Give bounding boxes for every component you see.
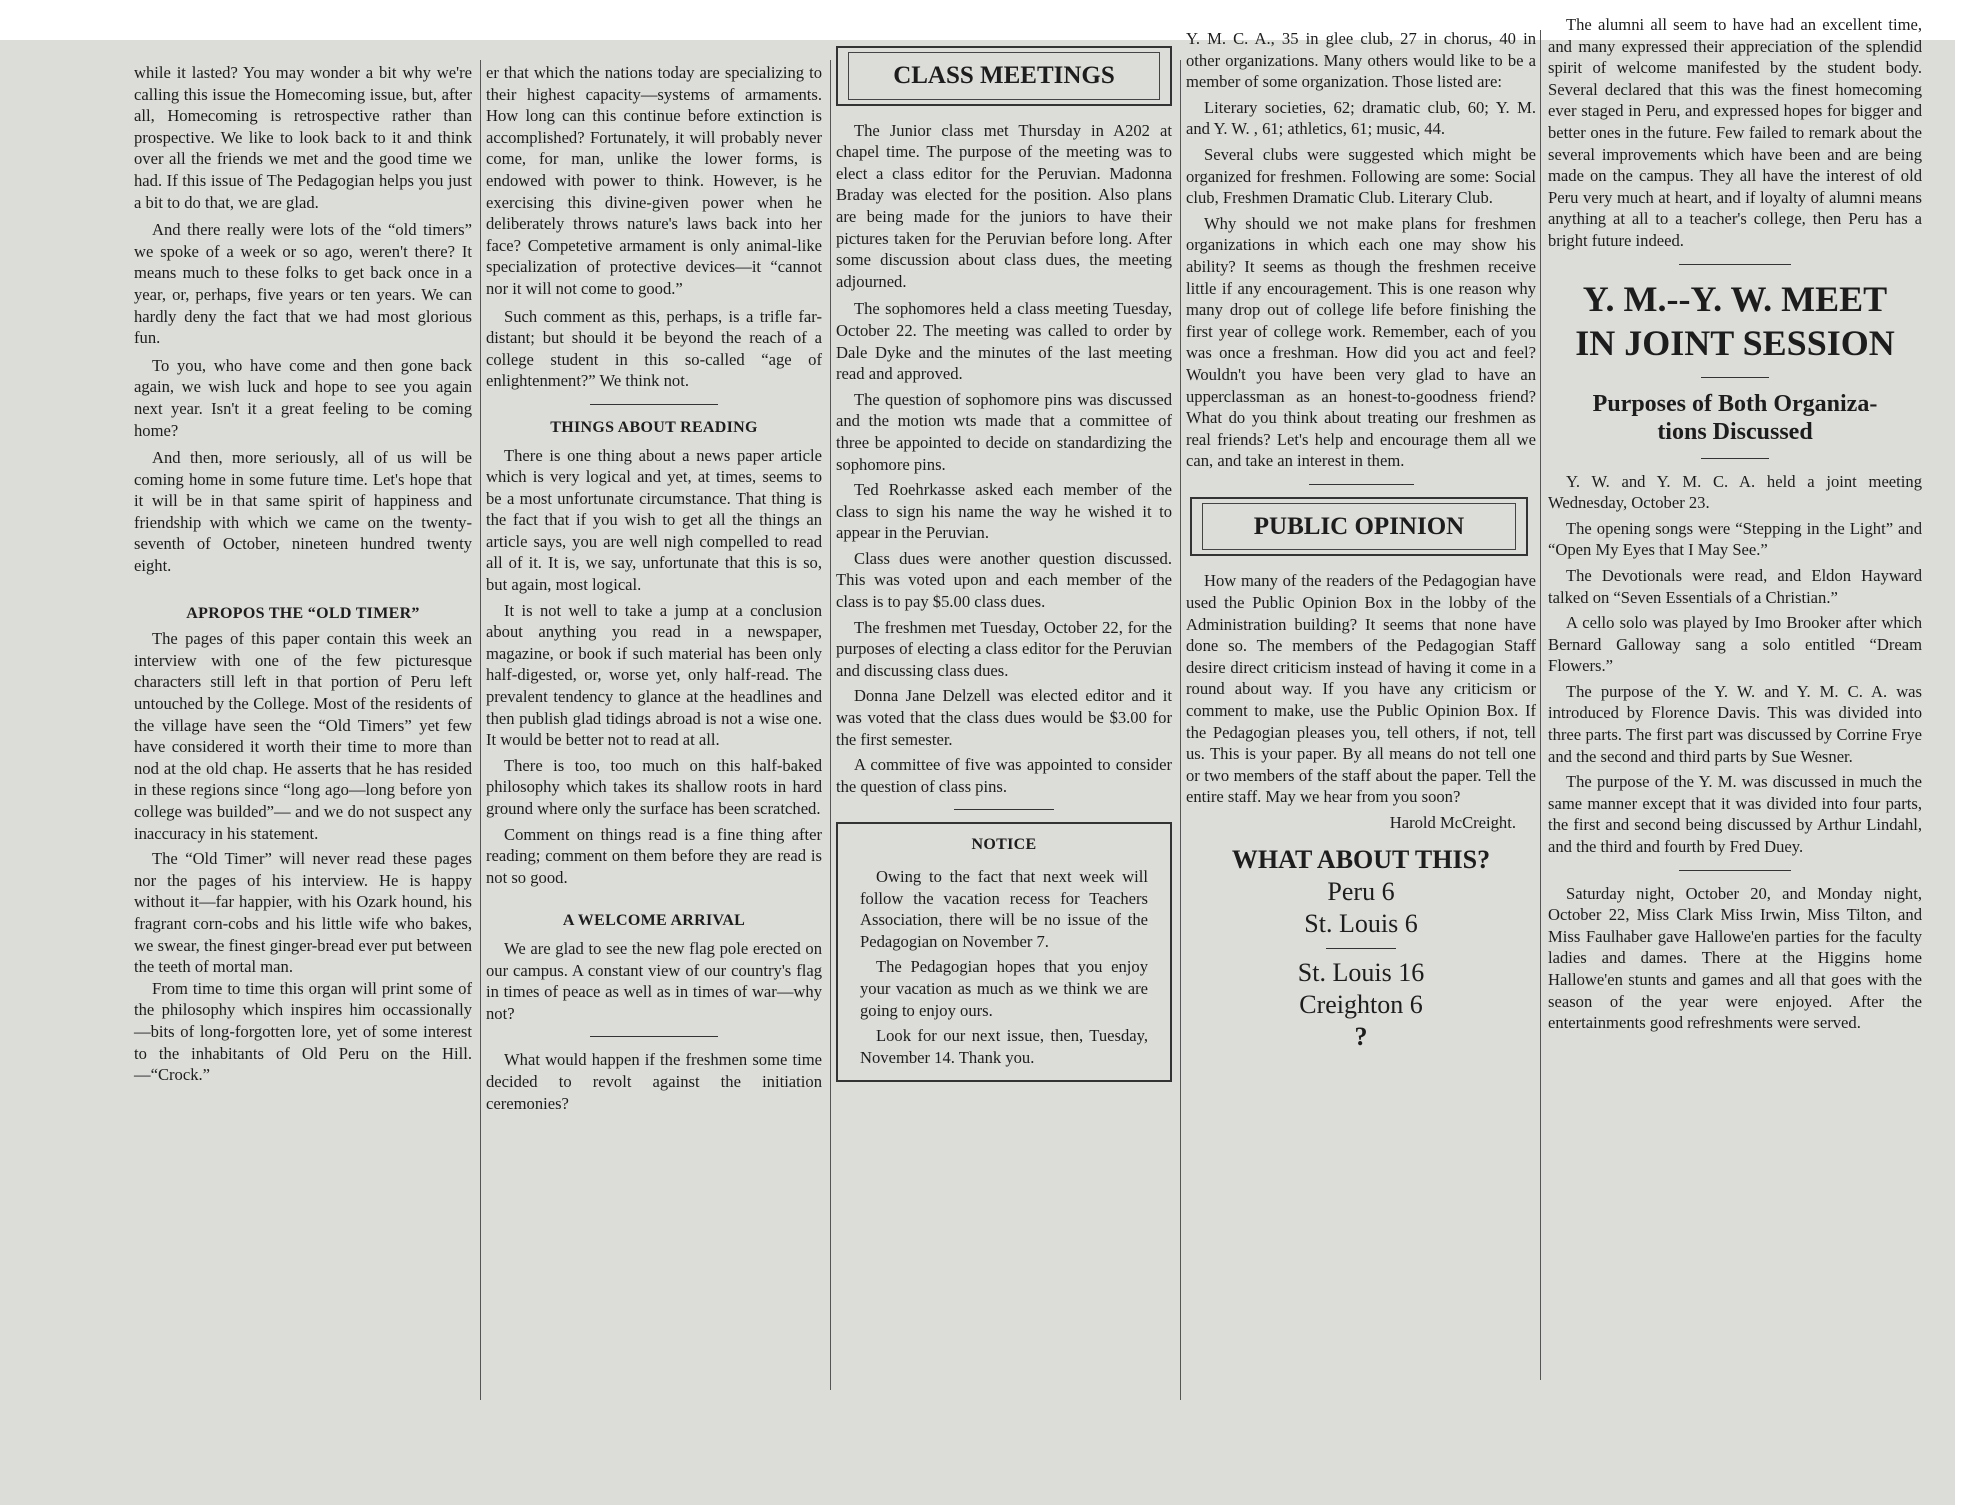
article-paragraph: The question of sophomore pins was discussed and the motion wts made that a committee of three be appointed to decide on standardizing the sophomore pins.	[836, 389, 1172, 474]
separator-rule	[1309, 484, 1414, 485]
article-paragraph: Class dues were another question discussed. This was voted upon and each member of the class is to pay $5.00 class dues.	[836, 548, 1172, 612]
article-paragraph: A committee of five was appointed to consider the question of class pins.	[836, 755, 1172, 796]
notice-box	[836, 822, 1172, 1082]
article-paragraph: It is not well to take a jump at a conclusion about anything you read in a newspaper, magazine, or book if such material has been only half-digested, or, worse yet, only half-read. The prevalent tendency to glance at the headlines and then publish glad tidings abroad is not a wise one. It would be better not to read at all.	[486, 600, 822, 750]
separator-rule	[1326, 948, 1396, 949]
what-about-this-box	[1186, 844, 1536, 1053]
public-opinion-title: PUBLIC OPINION	[1202, 503, 1516, 551]
article-paragraph: From time to time this organ will print some of the philosophy which inspires him occassionally—bits of long-forgotten lore, yet of some interest to the inhabitants of Old Peru on the Hill.—“Crock.”	[134, 978, 472, 1085]
article-paragraph: There is one thing about a news paper article which is very logical and yet, at times, seems to be a most unfortunate circumstance. That thing is the fact that if you wish to get all the things an article says, you are well nigh compelled to read all of it. It is, we say, unfortunate that this is so, but again, most logical.	[486, 445, 822, 595]
article-paragraph: To you, who have come and then gone back again, we wish luck and hope to see you again next year. Isn't it a great feeling to be coming home?	[134, 355, 472, 440]
article-paragraph: What would happen if the freshmen some time decided to revolt against the initiation ceremonies?	[486, 1050, 822, 1113]
score-line: Peru 6	[1327, 876, 1395, 906]
article-paragraph: er that which the nations today are specializing to their highest capacity—systems of armaments. How long can this continue before extinction is accomplished? Fortunately, it will probably never come, for man, unlike the lower forms, is endowed with power to think. However, is he exercising this divine-given power when he deliberately throws nature's laws back into her face? Competetive armament is only animal-like specialization of protective devices—it “cannot nor it will not come to good.”	[486, 63, 822, 298]
separator-rule	[1679, 264, 1791, 265]
article-paragraph: The freshmen met Tuesday, October 22, for the purposes of electing a class editor for the Peruvian and discussing class dues.	[836, 617, 1172, 680]
column-divider	[480, 60, 481, 1400]
notice-paragraph: Look for our next issue, then, Tuesday, November 14. Thank you.	[860, 1026, 1148, 1067]
article-paragraph: Comment on things read is a fine thing after reading; comment on them before they are read is not so good.	[486, 824, 822, 887]
notice-paragraph: The Pedagogian hopes that you enjoy your vacation as much as we think we are going to enjoy ours.	[860, 957, 1148, 1020]
notice-title: NOTICE	[971, 836, 1037, 854]
column-2	[486, 62, 822, 1114]
newspaper-page	[0, 15, 1955, 1505]
byline: Harold McCreight.	[1389, 813, 1516, 832]
separator-rule	[590, 404, 718, 405]
article-paragraph: Y. W. and Y. M. C. A. held a joint meeting Wednesday, October 23.	[1548, 471, 1922, 513]
column-divider	[1180, 60, 1181, 1400]
subheadline-line: Purposes of Both Organiza-	[1592, 390, 1878, 417]
separator-rule	[1701, 377, 1768, 378]
article-paragraph: And there really were lots of the “old timers” we spoke of a week or so ago, weren't there? It means much to these folks to get back once in a year, or, perhaps, five years or ten years. We can hardly deny the fact that we had most glorious fun.	[134, 220, 472, 348]
separator-rule	[1679, 870, 1791, 871]
article-paragraph: Literary societies, 62; dramatic club, 60; Y. M. and Y. W. , 61; athletics, 61; music, 44.	[1186, 97, 1536, 139]
article-paragraph: A cello solo was played by Imo Brooker after which Bernard Galloway sang a solo entitled “Dream Flowers.”	[1548, 613, 1922, 676]
headline	[1548, 277, 1922, 365]
column-3	[836, 46, 1172, 1082]
class-meetings-header-box	[836, 46, 1172, 106]
article-paragraph: We are glad to see the new flag pole erected on our campus. A constant view of our country's flag in times of peace as well as in times of war—why not?	[486, 938, 822, 1023]
article-paragraph: The Junior class met Thursday in A202 at chapel time. The purpose of the meeting was to elect a class editor for the Peruvian. Madonna Braday was elected for the position. Also plans are being made for the juniors to have their pictures taken for the Peruvian before long. After some discussion about class dues, the meeting adjourned.	[836, 120, 1172, 291]
score-line: Creighton 6	[1299, 989, 1423, 1019]
separator-rule	[1701, 458, 1768, 459]
article-paragraph: Why should we not make plans for freshmen organizations in which each one may show his ability? It seems as though the freshmen receive little if any encouragement. This is one reason why many drop out of college life before finishing the first year of college work. Remember, each of you was once a freshman. How did you act and feel? Wouldn't you have been very glad to have an upperclassman as an honest-to-goodness friend? What do you think about treating our freshmen as real friends? Let's help and encourage them all we can, and take an interest in them.	[1186, 213, 1536, 471]
column-divider	[830, 60, 831, 1390]
article-paragraph: The “Old Timer” will never read these pages nor the pages of his interview. He is happy without it—far happier, with his Ozark hound, his fragrant corn-cobs and his little wife who bakes, we swear, the finest ginger-bread ever put between the teeth of mortal man.	[134, 849, 472, 977]
score-line: St. Louis 6	[1304, 908, 1418, 938]
section-heading-welcome: A WELCOME ARRIVAL	[562, 912, 746, 930]
score-line: ?	[1354, 1021, 1368, 1051]
article-paragraph: The Devotionals were read, and Eldon Hayward talked on “Seven Essentials of a Christian.”	[1548, 565, 1922, 607]
article-paragraph: Ted Roehrkasse asked each member of the class to sign his name the way he wished it to appear in the Peruvian.	[836, 480, 1172, 543]
headline-line: IN JOINT SESSION	[1575, 322, 1895, 363]
column-divider	[1540, 30, 1541, 1380]
article-paragraph: The pages of this paper contain this week an interview with one of the few picturesque characters still left in that portion of Peru left untouched by the College. Most of the residents of the village have seen the “Old Timers” yet few have considered it worth their time to more than nod at the old chap. He asserts that he has resided in these regions since “long ago—long before yon college was builded”— and we do not suspect any inaccuracy in his statement.	[134, 629, 472, 843]
subheadline-line: tions Discussed	[1657, 418, 1813, 445]
article-paragraph: Donna Jane Delzell was elected editor and it was voted that the class dues would be $3.00 for the first semester.	[836, 686, 1172, 749]
article-paragraph: Such comment as this, perhaps, is a trifle far-distant; but should it be beyond the reach of a college student in this so-called “age of enlightenment?” We think not.	[486, 306, 822, 391]
separator-rule	[954, 809, 1055, 810]
score-line: St. Louis 16	[1297, 957, 1425, 987]
article-paragraph: Several clubs were suggested which might be organized for freshmen. Following are some: Social club, Freshmen Dramatic Club. Literary Club.	[1186, 144, 1536, 208]
section-heading-reading: THINGS ABOUT READING	[550, 418, 758, 436]
article-paragraph: How many of the readers of the Pedagogian have used the Public Opinion Box in the lobby of the Administration building? It seems that none have done so. The members of the Pedagogian Staff desire direct criticism instead of having it come in a round about way. If you have any criticism or comment to make, use the Public Opinion Box. If the Pedagogian pleases you, tell others, if not, tell us. This is your paper. By all means do not tell one or two members of the staff about the paper. Tell the entire staff. May we hear from you soon?	[1186, 571, 1536, 807]
subheadline	[1548, 390, 1922, 446]
what-about-this-title: WHAT ABOUT THIS?	[1231, 844, 1491, 874]
notice-paragraph: Owing to the fact that next week will follow the vacation recess for Teachers Association, there will be no issue of the Pedagogian on November 7.	[860, 867, 1148, 951]
article-paragraph: The opening songs were “Stepping in the Light” and “Open My Eyes that I May See.”	[1548, 518, 1922, 560]
article-paragraph: And then, more seriously, all of us will be coming home in some future time. Let's hope that it will be in that same spirit of happiness and friendship with which we came on the twenty-seventh of October, nineteen hundred twenty eight.	[134, 448, 472, 576]
article-paragraph: The alumni all seem to have had an excellent time, and many expressed their appreciation of the splendid spirit of welcome manifested by the student body. Several declared that this was the finest homecoming ever staged in Peru, and expressed hopes for bigger and better ones in the future. Few failed to remark about the several improvements which have been and are being made on the campus. They all have the interest of old Peru very much at heart, and if loyalty of alumni means anything at all to a teacher's college, then Peru has a bright future indeed.	[1548, 15, 1922, 250]
column-1	[134, 62, 472, 1086]
section-heading-apropos: APROPOS THE “OLD TIMER”	[186, 604, 420, 622]
column-4	[1186, 28, 1536, 1053]
article-paragraph: while it lasted? You may wonder a bit why we're calling this issue the Homecoming issue, but, after all, Homecoming is retrospective rather than prospective. We like to look back to it and think over all the friends we met and the good time we had. If this issue of The Pedagogian helps you just a bit to do that, we are glad.	[134, 63, 472, 212]
headline-line: Y. M.--Y. W. MEET	[1582, 278, 1888, 319]
article-paragraph: The purpose of the Y. M. was discussed in much the same manner except that it was divided into four parts, the first and second being discussed by Arthur Lindahl, and the third and fourth by Fred Duey.	[1548, 772, 1922, 857]
article-paragraph: The sophomores held a class meeting Tuesday, October 22. The meeting was called to order by Dale Dyke and the minutes of the last meeting read and approved.	[836, 299, 1172, 384]
column-5	[1548, 14, 1922, 1034]
article-paragraph: The purpose of the Y. W. and Y. M. C. A. was introduced by Florence Davis. This was divided into three parts. The first part was discussed by Corrine Frye and the second and third parts by Sue Wesner.	[1548, 681, 1922, 766]
article-paragraph: There is too, too much on this half-baked philosophy which takes its shallow roots in hard ground where only the surface has been scratched.	[486, 755, 822, 818]
article-paragraph: Saturday night, October 20, and Monday night, October 22, Miss Clark Miss Irwin, Miss Tilton, and Miss Faulhaber gave Hallowe'en parties for the faculty ladies and dames. There at the Higgins home Hallowe'en stunts and games and all that goes with the season of the year were enjoyed. After the entertainments good refreshments were served.	[1548, 883, 1922, 1033]
separator-rule	[590, 1036, 718, 1037]
public-opinion-header-box	[1190, 497, 1528, 557]
article-paragraph: Y. M. C. A., 35 in glee club, 27 in chorus, 40 in other organizations. Many others would like to be a member of some organization. Those listed are:	[1186, 29, 1536, 92]
class-meetings-title: CLASS MEETINGS	[848, 52, 1160, 100]
